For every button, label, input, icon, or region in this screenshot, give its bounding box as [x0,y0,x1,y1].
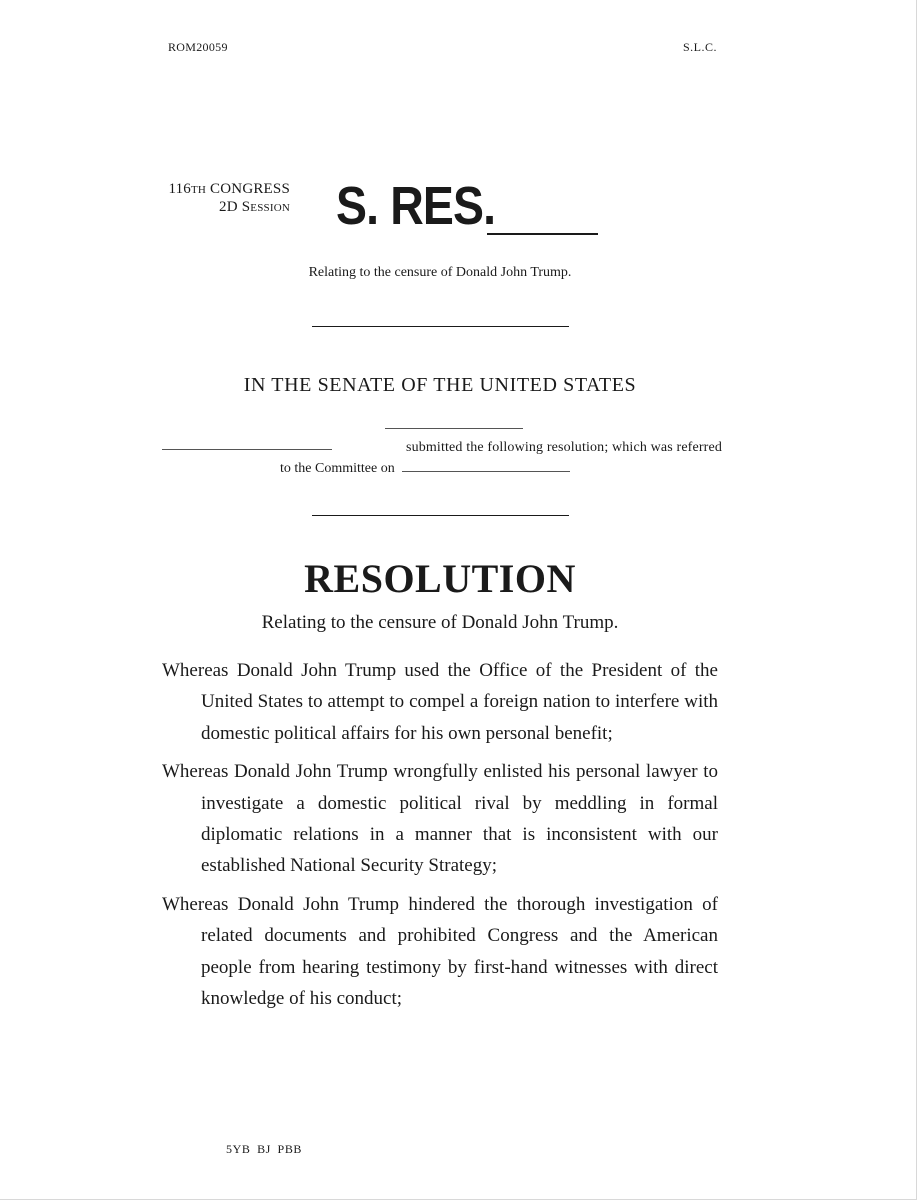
session-line [160,199,290,216]
submission-text-1: submitted the following resolution; which was referred [405,440,722,455]
session-number: 2 [219,199,227,215]
submission-text-2: to the Committee on [280,461,395,476]
whereas-clauses [162,655,718,1021]
chamber-heading: IN THE SENATE OF THE UNITED STATES [243,374,637,396]
congress-session-block [160,181,290,216]
divider-rule-2 [312,515,569,516]
divider-rule [312,326,569,327]
congress-word: CONGRESS [206,181,290,197]
congress-line [160,181,290,199]
bill-type-title: S. RES. [336,176,496,236]
footer-code: 5YB BJ PBB [226,1142,303,1156]
sponsor-blank-rule [385,428,523,429]
sponsor-blank [162,437,332,450]
whereas-clause: Whereas Donald John Trump used the Office of the President of the United States to attempt to compel a foreign nation to interfere with domestic political affairs for his own personal benefit; [162,660,718,744]
document-id: ROM20059 [168,40,228,54]
whereas-clause: Whereas Donald John Trump hindered the thorough investigation of related documents and prohibited Congress and the American people from hearing testimony by first-hand witnesses with direct knowledge of his conduct; [162,893,718,1010]
submission-line-1 [162,437,722,458]
short-title: Relating to the censure of Donald John Trump. [308,265,572,280]
session-word: Session [237,199,290,215]
congress-ordinal: TH [191,184,207,196]
resolution-heading: RESOLUTION [304,556,576,601]
submission-line-2 [162,458,722,479]
session-ordinal: D [226,199,238,215]
submission-statement [162,437,722,479]
slc-label: S.L.C. [682,40,717,54]
congress-number: 116 [168,181,192,197]
bill-number-blank [487,233,598,235]
resolution-subtitle: Relating to the censure of Donald John Trump. [261,612,619,633]
committee-blank [402,459,570,472]
whereas-clause: Whereas Donald John Trump wrongfully enlisted his personal lawyer to investigate a domestic political rival by meddling in formal diplomatic relations in a manner that is inconsistent with our established National Security Strategy; [162,761,718,877]
